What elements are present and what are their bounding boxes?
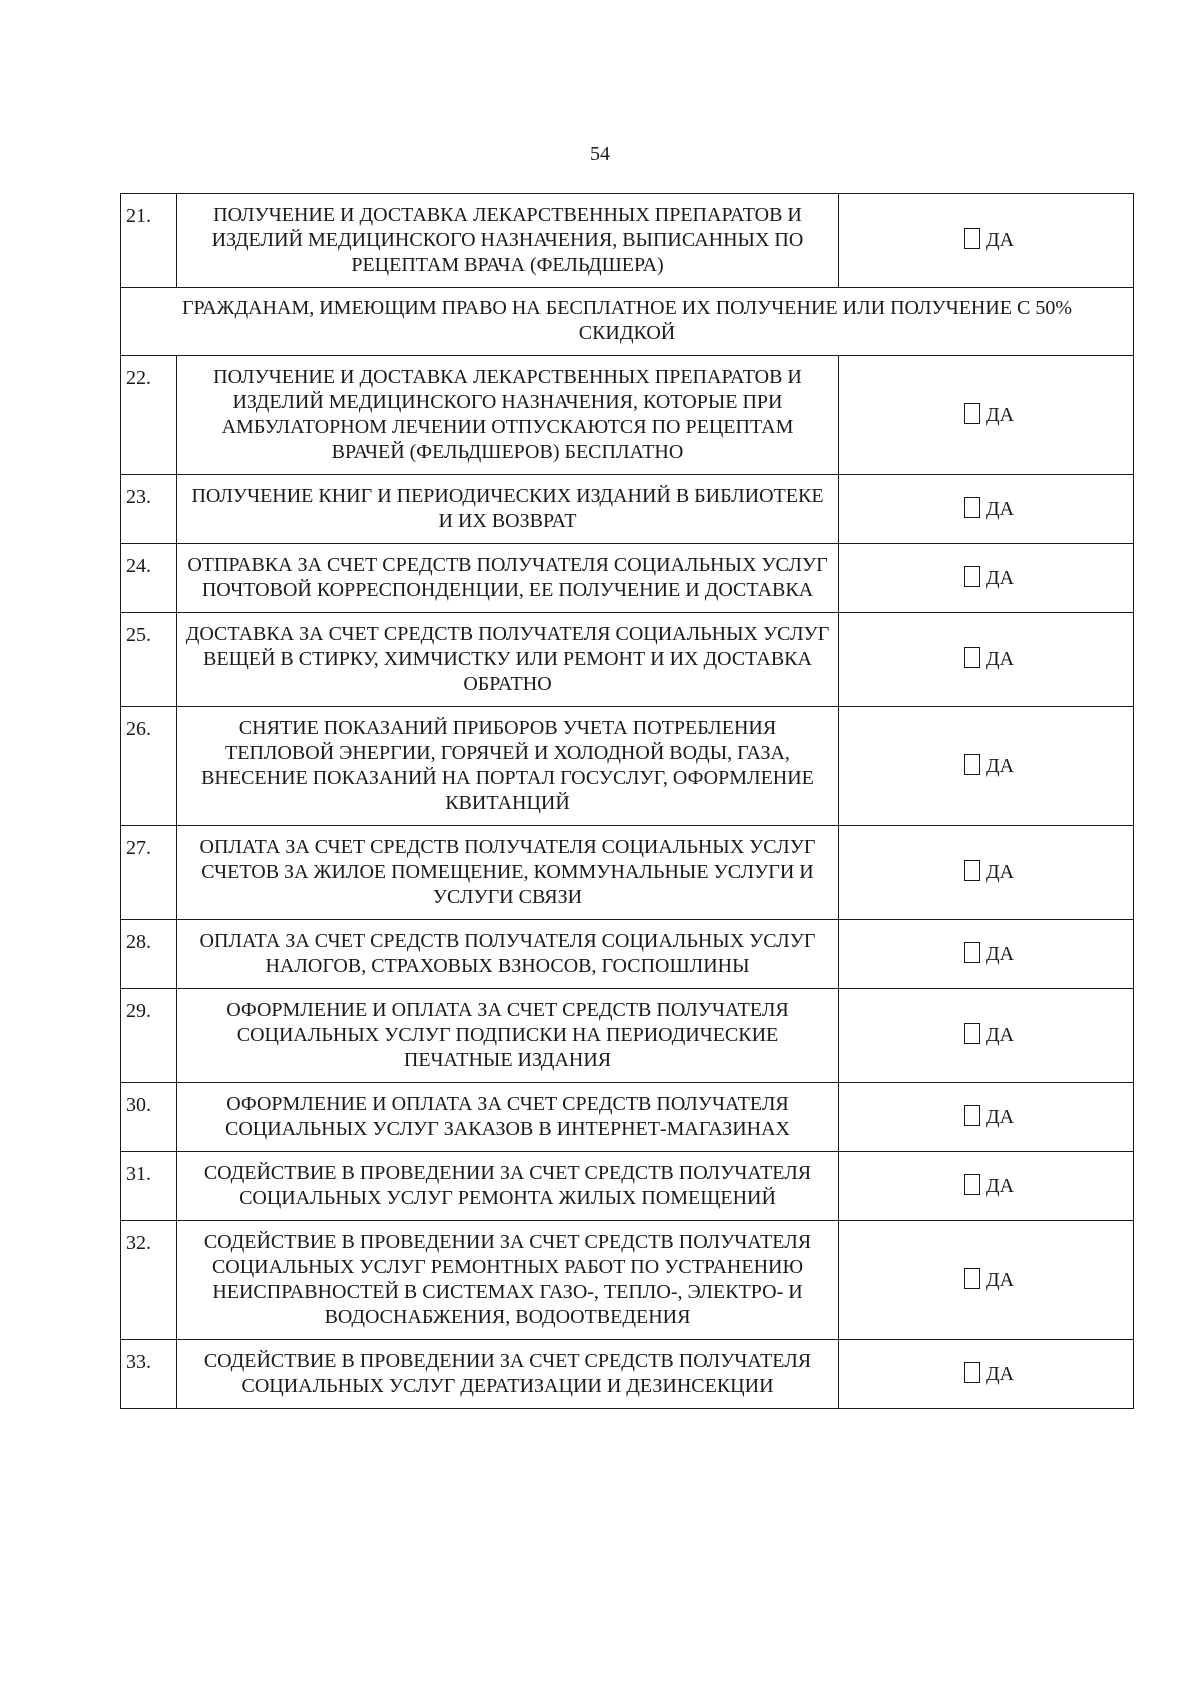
category-heading: ГРАЖДАНАМ, ИМЕЮЩИМ ПРАВО НА БЕСПЛАТНОЕ ИХ ПОЛУЧЕНИЕ ИЛИ ПОЛУЧЕНИЕ С 50% СКИДКОЙ — [121, 288, 1134, 356]
service-answer-cell — [839, 356, 1134, 475]
checkbox-icon[interactable] — [964, 754, 980, 775]
service-description: СОДЕЙСТВИЕ В ПРОВЕДЕНИИ ЗА СЧЕТ СРЕДСТВ ПОЛУЧАТЕЛЯ СОЦИАЛЬНЫХ УСЛУГ ДЕРАТИЗАЦИИ И ДЕЗИНСЕКЦИИ — [177, 1340, 839, 1409]
service-number: 28. — [121, 920, 177, 989]
service-description: ПОЛУЧЕНИЕ И ДОСТАВКА ЛЕКАРСТВЕННЫХ ПРЕПАРАТОВ И ИЗДЕЛИЙ МЕДИЦИНСКОГО НАЗНАЧЕНИЯ, КОТОРЫЕ ПРИ АМБУЛАТОРНОМ ЛЕЧЕНИИ ОТПУСКАЮТСЯ ПО РЕЦЕПТАМ ВРАЧЕЙ (ФЕЛЬДШЕРОВ) БЕСПЛАТНО — [177, 356, 839, 475]
service-number: 27. — [121, 826, 177, 920]
service-number: 22. — [121, 356, 177, 475]
checkbox-label: ДА — [985, 1105, 1015, 1128]
service-number: 31. — [121, 1152, 177, 1221]
service-number: 24. — [121, 544, 177, 613]
checkbox-icon[interactable] — [964, 1174, 980, 1195]
service-answer-cell — [839, 194, 1134, 288]
service-number: 25. — [121, 613, 177, 707]
service-description: ОФОРМЛЕНИЕ И ОПЛАТА ЗА СЧЕТ СРЕДСТВ ПОЛУЧАТЕЛЯ СОЦИАЛЬНЫХ УСЛУГ ЗАКАЗОВ В ИНТЕРНЕТ-МАГАЗИНАХ — [177, 1083, 839, 1152]
service-row — [121, 989, 1134, 1083]
service-number: 29. — [121, 989, 177, 1083]
service-number: 32. — [121, 1221, 177, 1340]
service-row — [121, 707, 1134, 826]
checkbox-label: ДА — [985, 754, 1015, 777]
service-description: ПОЛУЧЕНИЕ И ДОСТАВКА ЛЕКАРСТВЕННЫХ ПРЕПАРАТОВ И ИЗДЕЛИЙ МЕДИЦИНСКОГО НАЗНАЧЕНИЯ, ВЫПИСАННЫХ ПО РЕЦЕПТАМ ВРАЧА (ФЕЛЬДШЕРА) — [177, 194, 839, 288]
checkbox-icon[interactable] — [964, 1362, 980, 1383]
service-description: СОДЕЙСТВИЕ В ПРОВЕДЕНИИ ЗА СЧЕТ СРЕДСТВ ПОЛУЧАТЕЛЯ СОЦИАЛЬНЫХ УСЛУГ РЕМОНТА ЖИЛЫХ ПОМЕЩЕНИЙ — [177, 1152, 839, 1221]
service-row — [121, 194, 1134, 288]
service-answer-cell — [839, 1221, 1134, 1340]
service-answer-cell — [839, 707, 1134, 826]
service-number: 23. — [121, 475, 177, 544]
service-description: СОДЕЙСТВИЕ В ПРОВЕДЕНИИ ЗА СЧЕТ СРЕДСТВ ПОЛУЧАТЕЛЯ СОЦИАЛЬНЫХ УСЛУГ РЕМОНТНЫХ РАБОТ ПО УСТРАНЕНИЮ НЕИСПРАВНОСТЕЙ В СИСТЕМАХ ГАЗО-, ТЕПЛО-, ЭЛЕКТРО- И ВОДОСНАБЖЕНИЯ, ВОДООТВЕДЕНИЯ — [177, 1221, 839, 1340]
service-description: ДОСТАВКА ЗА СЧЕТ СРЕДСТВ ПОЛУЧАТЕЛЯ СОЦИАЛЬНЫХ УСЛУГ ВЕЩЕЙ В СТИРКУ, ХИМЧИСТКУ ИЛИ РЕМОНТ И ИХ ДОСТАВКА ОБРАТНО — [177, 613, 839, 707]
checkbox-icon[interactable] — [964, 942, 980, 963]
service-description: ОПЛАТА ЗА СЧЕТ СРЕДСТВ ПОЛУЧАТЕЛЯ СОЦИАЛЬНЫХ УСЛУГ НАЛОГОВ, СТРАХОВЫХ ВЗНОСОВ, ГОСПОШЛИНЫ — [177, 920, 839, 989]
service-number: 26. — [121, 707, 177, 826]
service-answer-cell — [839, 613, 1134, 707]
service-row — [121, 826, 1134, 920]
checkbox-label: ДА — [985, 942, 1015, 965]
service-answer-cell — [839, 1340, 1134, 1409]
service-row — [121, 1152, 1134, 1221]
checkbox-label: ДА — [985, 648, 1015, 670]
checkbox-icon[interactable] — [964, 497, 980, 518]
checkbox-label: ДА — [985, 403, 1015, 426]
checkbox-label: ДА — [985, 861, 1015, 883]
checkbox-icon[interactable] — [964, 1268, 980, 1289]
service-description: ОТПРАВКА ЗА СЧЕТ СРЕДСТВ ПОЛУЧАТЕЛЯ СОЦИАЛЬНЫХ УСЛУГ ПОЧТОВОЙ КОРРЕСПОНДЕНЦИИ, ЕЕ ПОЛУЧЕНИЕ И ДОСТАВКА — [177, 544, 839, 613]
checkbox-label: ДА — [985, 1362, 1015, 1385]
service-answer-cell — [839, 1083, 1134, 1152]
service-description: ПОЛУЧЕНИЕ КНИГ И ПЕРИОДИЧЕСКИХ ИЗДАНИЙ В БИБЛИОТЕКЕ И ИХ ВОЗВРАТ — [177, 475, 839, 544]
service-description: ОПЛАТА ЗА СЧЕТ СРЕДСТВ ПОЛУЧАТЕЛЯ СОЦИАЛЬНЫХ УСЛУГ СЧЕТОВ ЗА ЖИЛОЕ ПОМЕЩЕНИЕ, КОММУНАЛЬНЫЕ УСЛУГИ И УСЛУГИ СВЯЗИ — [177, 826, 839, 920]
service-number: 30. — [121, 1083, 177, 1152]
service-row — [121, 920, 1134, 989]
service-row — [121, 1340, 1134, 1409]
checkbox-label: ДА — [985, 497, 1015, 520]
service-answer-cell — [839, 544, 1134, 613]
service-answer-cell — [839, 989, 1134, 1083]
service-number: 21. — [121, 194, 177, 288]
service-answer-cell — [839, 826, 1134, 920]
checkbox-label: ДА — [985, 1268, 1015, 1291]
service-row — [121, 356, 1134, 475]
service-answer-cell — [839, 475, 1134, 544]
service-row — [121, 1221, 1134, 1340]
checkbox-label: ДА — [985, 1174, 1015, 1197]
service-number: 33. — [121, 1340, 177, 1409]
checkbox-icon[interactable] — [964, 403, 980, 424]
category-row — [121, 288, 1134, 356]
service-answer-cell — [839, 920, 1134, 989]
service-row — [121, 613, 1134, 707]
page-number: 54 — [590, 143, 610, 165]
checkbox-label: ДА — [985, 1024, 1015, 1046]
checkbox-icon[interactable] — [964, 1105, 980, 1126]
services-table — [120, 193, 1134, 1409]
service-description: СНЯТИЕ ПОКАЗАНИЙ ПРИБОРОВ УЧЕТА ПОТРЕБЛЕНИЯ ТЕПЛОВОЙ ЭНЕРГИИ, ГОРЯЧЕЙ И ХОЛОДНОЙ ВОДЫ, ГАЗА, ВНЕСЕНИЕ ПОКАЗАНИЙ НА ПОРТАЛ ГОСУСЛУГ, ОФОРМЛЕНИЕ КВИТАНЦИЙ — [177, 707, 839, 826]
checkbox-icon[interactable] — [964, 228, 980, 249]
checkbox-icon[interactable] — [964, 860, 980, 881]
checkbox-icon[interactable] — [964, 566, 980, 587]
service-answer-cell — [839, 1152, 1134, 1221]
checkbox-icon[interactable] — [964, 647, 980, 668]
services-table-body — [121, 194, 1134, 1409]
service-row — [121, 475, 1134, 544]
checkbox-label: ДА — [985, 566, 1015, 589]
checkbox-icon[interactable] — [964, 1023, 980, 1044]
service-description: ОФОРМЛЕНИЕ И ОПЛАТА ЗА СЧЕТ СРЕДСТВ ПОЛУЧАТЕЛЯ СОЦИАЛЬНЫХ УСЛУГ ПОДПИСКИ НА ПЕРИОДИЧЕСКИЕ ПЕЧАТНЫЕ ИЗДАНИЯ — [177, 989, 839, 1083]
service-row — [121, 1083, 1134, 1152]
checkbox-label: ДА — [985, 229, 1015, 251]
service-row — [121, 544, 1134, 613]
